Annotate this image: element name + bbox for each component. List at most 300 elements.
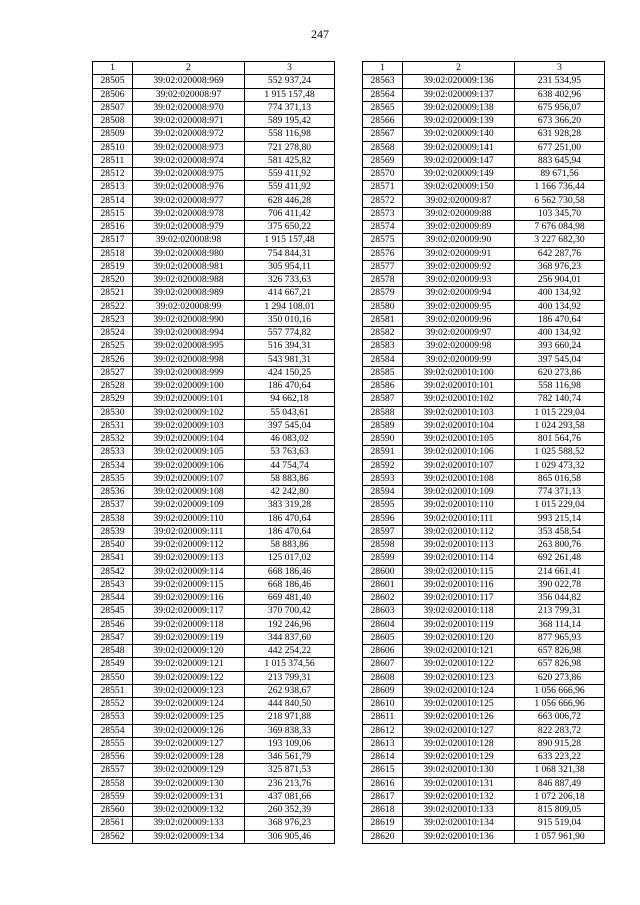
cadastral-number: 39:02:020010:120 [403, 631, 515, 644]
value-cell: 815 809,05 [515, 804, 605, 817]
cadastral-number: 39:02:020009:147 [403, 154, 515, 167]
cadastral-number: 39:02:020009:106 [133, 459, 245, 472]
cadastral-number: 39:02:020009:126 [133, 724, 245, 737]
cadastral-number: 39:02:020010:122 [403, 658, 515, 671]
value-cell: 1 029 473,32 [515, 459, 605, 472]
left-table [92, 61, 335, 844]
row-number: 28552 [93, 698, 133, 711]
table-row [93, 419, 335, 432]
cadastral-number: 39:02:020009:90 [403, 234, 515, 247]
value-cell: 557 774,82 [245, 327, 335, 340]
value-cell: 186 470,64 [515, 313, 605, 326]
value-cell: 552 937,24 [245, 75, 335, 88]
row-number: 28596 [363, 512, 403, 525]
table-row [93, 274, 335, 287]
row-number: 28583 [363, 340, 403, 353]
column-header-value: 3 [515, 62, 605, 75]
value-cell: 125 017,02 [245, 552, 335, 565]
row-number: 28510 [93, 141, 133, 154]
table-row [363, 777, 605, 790]
table-row [93, 353, 335, 366]
value-cell: 368 976,23 [245, 817, 335, 830]
value-cell: 1 166 736,44 [515, 181, 605, 194]
value-cell: 260 352,39 [245, 804, 335, 817]
cadastral-number: 39:02:020010:129 [403, 751, 515, 764]
value-cell: 890 915,28 [515, 737, 605, 750]
row-number: 28532 [93, 433, 133, 446]
row-number: 28526 [93, 353, 133, 366]
value-cell: 516 394,31 [245, 340, 335, 353]
table-row [363, 221, 605, 234]
row-number: 28554 [93, 724, 133, 737]
table-row [93, 472, 335, 485]
row-number: 28597 [363, 525, 403, 538]
cadastral-number: 39:02:020010:133 [403, 804, 515, 817]
cadastral-number: 39:02:020010:107 [403, 459, 515, 472]
row-number: 28619 [363, 817, 403, 830]
cadastral-number: 39:02:020010:126 [403, 711, 515, 724]
value-cell: 1 294 108,01 [245, 300, 335, 313]
cadastral-number: 39:02:020008:994 [133, 327, 245, 340]
row-number: 28531 [93, 419, 133, 432]
row-number: 28607 [363, 658, 403, 671]
cadastral-number: 39:02:020009:115 [133, 578, 245, 591]
value-cell: 1 015 374,56 [245, 658, 335, 671]
cadastral-number: 39:02:020009:107 [133, 472, 245, 485]
row-number: 28615 [363, 764, 403, 777]
row-number: 28556 [93, 751, 133, 764]
column-header-cadastral: 2 [403, 62, 515, 75]
value-cell: 883 645,94 [515, 154, 605, 167]
cadastral-number: 39:02:020009:122 [133, 671, 245, 684]
value-cell: 631 928,28 [515, 128, 605, 141]
table-row [93, 88, 335, 101]
row-number: 28591 [363, 446, 403, 459]
table-row [363, 353, 605, 366]
cadastral-number: 39:02:020010:132 [403, 790, 515, 803]
table-row [93, 671, 335, 684]
row-number: 28533 [93, 446, 133, 459]
value-cell: 437 081,66 [245, 790, 335, 803]
value-cell: 53 763,63 [245, 446, 335, 459]
row-number: 28589 [363, 419, 403, 432]
value-cell: 669 481,40 [245, 592, 335, 605]
table-row [363, 234, 605, 247]
table-row [363, 393, 605, 406]
row-number: 28514 [93, 194, 133, 207]
cadastral-number: 39:02:020010:136 [403, 830, 515, 843]
cadastral-number: 39:02:020008:974 [133, 154, 245, 167]
table-row [363, 207, 605, 220]
row-number: 28587 [363, 393, 403, 406]
row-number: 28582 [363, 327, 403, 340]
table-row [93, 790, 335, 803]
table-row [363, 684, 605, 697]
table-row [363, 671, 605, 684]
cadastral-number: 39:02:020009:128 [133, 751, 245, 764]
row-number: 28620 [363, 830, 403, 843]
value-cell: 236 213,76 [245, 777, 335, 790]
value-cell: 1 056 666,96 [515, 698, 605, 711]
value-cell: 865 016,58 [515, 472, 605, 485]
table-row [93, 313, 335, 326]
table-row [363, 459, 605, 472]
table-row [363, 830, 605, 843]
table-row [363, 631, 605, 644]
value-cell: 589 195,42 [245, 115, 335, 128]
value-cell: 628 446,28 [245, 194, 335, 207]
value-cell: 721 278,80 [245, 141, 335, 154]
cadastral-number: 39:02:020010:115 [403, 565, 515, 578]
value-cell: 58 883,86 [245, 472, 335, 485]
cadastral-number: 39:02:020010:103 [403, 406, 515, 419]
cadastral-number: 39:02:020010:125 [403, 698, 515, 711]
value-cell: 673 366,20 [515, 115, 605, 128]
row-number: 28569 [363, 154, 403, 167]
row-number: 28520 [93, 274, 133, 287]
row-number: 28516 [93, 221, 133, 234]
value-cell: 846 887,49 [515, 777, 605, 790]
table-row [93, 115, 335, 128]
row-number: 28522 [93, 300, 133, 313]
value-cell: 326 733,63 [245, 274, 335, 287]
cadastral-number: 39:02:020008:979 [133, 221, 245, 234]
table-row [363, 592, 605, 605]
value-cell: 442 254,22 [245, 645, 335, 658]
row-number: 28560 [93, 804, 133, 817]
cadastral-number: 39:02:020008:973 [133, 141, 245, 154]
row-number: 28505 [93, 75, 133, 88]
value-cell: 305 954,11 [245, 260, 335, 273]
table-row [363, 698, 605, 711]
row-number: 28585 [363, 366, 403, 379]
value-cell: 822 283,72 [515, 724, 605, 737]
row-number: 28521 [93, 287, 133, 300]
row-number: 28515 [93, 207, 133, 220]
row-number: 28614 [363, 751, 403, 764]
table-row [363, 340, 605, 353]
table-row [363, 168, 605, 181]
table-row [363, 181, 605, 194]
table-row [93, 578, 335, 591]
value-cell: 1 024 293,58 [515, 419, 605, 432]
cadastral-number: 39:02:020009:113 [133, 552, 245, 565]
row-number: 28511 [93, 154, 133, 167]
row-number: 28590 [363, 433, 403, 446]
table-row [93, 459, 335, 472]
row-number: 28508 [93, 115, 133, 128]
cadastral-number: 39:02:020009:93 [403, 274, 515, 287]
table-row [93, 605, 335, 618]
cadastral-number: 39:02:020010:128 [403, 737, 515, 750]
cadastral-number: 39:02:020009:138 [403, 101, 515, 114]
cadastral-number: 39:02:020008:975 [133, 168, 245, 181]
table-row [93, 141, 335, 154]
cadastral-number: 39:02:020009:117 [133, 605, 245, 618]
value-cell: 444 840,50 [245, 698, 335, 711]
table-row [93, 565, 335, 578]
table-row [93, 406, 335, 419]
row-number: 28603 [363, 605, 403, 618]
value-cell: 393 660,24 [515, 340, 605, 353]
row-number: 28550 [93, 671, 133, 684]
table-row [363, 605, 605, 618]
table-row [363, 154, 605, 167]
row-number: 28567 [363, 128, 403, 141]
table-row [363, 327, 605, 340]
cadastral-number: 39:02:020008:989 [133, 287, 245, 300]
table-row [363, 446, 605, 459]
row-number: 28579 [363, 287, 403, 300]
cadastral-number: 39:02:020010:117 [403, 592, 515, 605]
table-row [93, 592, 335, 605]
cadastral-number: 39:02:020009:98 [403, 340, 515, 353]
table-row [363, 817, 605, 830]
row-number: 28539 [93, 525, 133, 538]
cadastral-number: 39:02:020009:124 [133, 698, 245, 711]
table-row [363, 274, 605, 287]
cadastral-number: 39:02:020009:111 [133, 525, 245, 538]
value-cell: 344 837,60 [245, 631, 335, 644]
row-number: 28573 [363, 207, 403, 220]
table-row [93, 181, 335, 194]
row-number: 28568 [363, 141, 403, 154]
cadastral-number: 39:02:020010:106 [403, 446, 515, 459]
table-row [93, 300, 335, 313]
value-cell: 414 667,21 [245, 287, 335, 300]
value-cell: 638 402,96 [515, 88, 605, 101]
cadastral-number: 39:02:020009:140 [403, 128, 515, 141]
value-cell: 193 109,06 [245, 737, 335, 750]
table-row [93, 128, 335, 141]
table-row [93, 658, 335, 671]
table-row [93, 366, 335, 379]
row-number: 28588 [363, 406, 403, 419]
table-row [363, 141, 605, 154]
row-number: 28595 [363, 499, 403, 512]
table-row [363, 486, 605, 499]
value-cell: 581 425,82 [245, 154, 335, 167]
header-row [363, 62, 605, 75]
row-number: 28612 [363, 724, 403, 737]
cadastral-number: 39:02:020008:988 [133, 274, 245, 287]
cadastral-number: 39:02:020009:92 [403, 260, 515, 273]
value-cell: 558 116,98 [515, 380, 605, 393]
value-cell: 214 661,41 [515, 565, 605, 578]
table-row [363, 75, 605, 88]
row-number: 28613 [363, 737, 403, 750]
cadastral-number: 39:02:020009:110 [133, 512, 245, 525]
cadastral-number: 39:02:020009:105 [133, 446, 245, 459]
value-cell: 668 186,46 [245, 578, 335, 591]
value-cell: 46 083,02 [245, 433, 335, 446]
value-cell: 559 411,92 [245, 168, 335, 181]
row-number: 28544 [93, 592, 133, 605]
table-row [93, 512, 335, 525]
row-number: 28561 [93, 817, 133, 830]
table-row [93, 194, 335, 207]
cadastral-number: 39:02:020009:120 [133, 645, 245, 658]
cadastral-number: 39:02:020008:98 [133, 234, 245, 247]
row-number: 28564 [363, 88, 403, 101]
value-cell: 369 838,33 [245, 724, 335, 737]
column-header-cadastral: 2 [133, 62, 245, 75]
value-cell: 55 043,61 [245, 406, 335, 419]
row-number: 28598 [363, 539, 403, 552]
value-cell: 1 915 157,48 [245, 88, 335, 101]
value-cell: 218 971,88 [245, 711, 335, 724]
row-number: 28563 [363, 75, 403, 88]
value-cell: 44 754,74 [245, 459, 335, 472]
cadastral-number: 39:02:020009:119 [133, 631, 245, 644]
cadastral-number: 39:02:020009:114 [133, 565, 245, 578]
row-number: 28618 [363, 804, 403, 817]
cadastral-number: 39:02:020008:971 [133, 115, 245, 128]
row-number: 28565 [363, 101, 403, 114]
value-cell: 620 273,86 [515, 671, 605, 684]
cadastral-number: 39:02:020009:133 [133, 817, 245, 830]
cadastral-number: 39:02:020009:116 [133, 592, 245, 605]
value-cell: 356 044,82 [515, 592, 605, 605]
row-number: 28541 [93, 552, 133, 565]
table-row [363, 578, 605, 591]
table-row [93, 101, 335, 114]
row-number: 28551 [93, 684, 133, 697]
row-number: 28537 [93, 499, 133, 512]
row-number: 28523 [93, 313, 133, 326]
row-number: 28545 [93, 605, 133, 618]
value-cell: 213 799,31 [515, 605, 605, 618]
cadastral-number: 39:02:020010:123 [403, 671, 515, 684]
row-number: 28576 [363, 247, 403, 260]
row-number: 28543 [93, 578, 133, 591]
row-number: 28572 [363, 194, 403, 207]
cadastral-number: 39:02:020008:995 [133, 340, 245, 353]
table-row [93, 221, 335, 234]
cadastral-number: 39:02:020009:127 [133, 737, 245, 750]
cadastral-number: 39:02:020010:104 [403, 419, 515, 432]
cadastral-number: 39:02:020010:118 [403, 605, 515, 618]
cadastral-number: 39:02:020009:94 [403, 287, 515, 300]
row-number: 28535 [93, 472, 133, 485]
row-number: 28507 [93, 101, 133, 114]
value-cell: 877 965,93 [515, 631, 605, 644]
cadastral-number: 39:02:020010:100 [403, 366, 515, 379]
cadastral-number: 39:02:020008:999 [133, 366, 245, 379]
table-row [363, 804, 605, 817]
cadastral-number: 39:02:020010:121 [403, 645, 515, 658]
table-row [363, 539, 605, 552]
table-row [363, 194, 605, 207]
value-cell: 353 458,54 [515, 525, 605, 538]
row-number: 28536 [93, 486, 133, 499]
row-number: 28594 [363, 486, 403, 499]
column-header-number: 1 [363, 62, 403, 75]
cadastral-number: 39:02:020010:124 [403, 684, 515, 697]
row-number: 28606 [363, 645, 403, 658]
cadastral-number: 39:02:020009:103 [133, 419, 245, 432]
cadastral-number: 39:02:020009:96 [403, 313, 515, 326]
table-row [93, 247, 335, 260]
cadastral-number: 39:02:020009:137 [403, 88, 515, 101]
cadastral-number: 39:02:020010:113 [403, 539, 515, 552]
row-number: 28517 [93, 234, 133, 247]
value-cell: 397 545,04 [515, 353, 605, 366]
value-cell: 262 938,67 [245, 684, 335, 697]
cadastral-number: 39:02:020009:118 [133, 618, 245, 631]
table-row [363, 764, 605, 777]
value-cell: 42 242,80 [245, 486, 335, 499]
table-row [93, 433, 335, 446]
table-row [363, 552, 605, 565]
row-number: 28602 [363, 592, 403, 605]
row-number: 28547 [93, 631, 133, 644]
cadastral-number: 39:02:020009:100 [133, 380, 245, 393]
cadastral-number: 39:02:020010:110 [403, 499, 515, 512]
cadastral-number: 39:02:020009:134 [133, 830, 245, 843]
value-cell: 1 056 666,96 [515, 684, 605, 697]
value-cell: 782 140,74 [515, 393, 605, 406]
value-cell: 375 650,22 [245, 221, 335, 234]
table-row [93, 777, 335, 790]
table-row [93, 340, 335, 353]
table-row [363, 380, 605, 393]
cadastral-number: 39:02:020009:101 [133, 393, 245, 406]
table-row [363, 419, 605, 432]
row-number: 28611 [363, 711, 403, 724]
value-cell: 774 371,13 [245, 101, 335, 114]
row-number: 28575 [363, 234, 403, 247]
table-row [93, 525, 335, 538]
value-cell: 400 134,92 [515, 300, 605, 313]
value-cell: 390 022,78 [515, 578, 605, 591]
row-number: 28557 [93, 764, 133, 777]
cadastral-number: 39:02:020009:108 [133, 486, 245, 499]
value-cell: 7 676 084,98 [515, 221, 605, 234]
table-row [363, 115, 605, 128]
row-number: 28571 [363, 181, 403, 194]
row-number: 28605 [363, 631, 403, 644]
table-row [363, 512, 605, 525]
table-row [93, 327, 335, 340]
table-row [93, 631, 335, 644]
table-row [363, 790, 605, 803]
right-table-body [363, 75, 605, 844]
table-row [93, 804, 335, 817]
row-number: 28581 [363, 313, 403, 326]
value-cell: 774 371,13 [515, 486, 605, 499]
cadastral-number: 39:02:020009:87 [403, 194, 515, 207]
row-number: 28584 [363, 353, 403, 366]
value-cell: 668 186,46 [245, 565, 335, 578]
table-row [363, 565, 605, 578]
table-row [363, 313, 605, 326]
value-cell: 675 956,07 [515, 101, 605, 114]
value-cell: 915 519,04 [515, 817, 605, 830]
row-number: 28549 [93, 658, 133, 671]
value-cell: 306 905,46 [245, 830, 335, 843]
value-cell: 657 826,98 [515, 658, 605, 671]
cadastral-number: 39:02:020010:105 [403, 433, 515, 446]
row-number: 28518 [93, 247, 133, 260]
row-number: 28546 [93, 618, 133, 631]
value-cell: 3 227 682,30 [515, 234, 605, 247]
row-number: 28555 [93, 737, 133, 750]
table-row [363, 287, 605, 300]
cadastral-number: 39:02:020010:114 [403, 552, 515, 565]
cadastral-number: 39:02:020009:88 [403, 207, 515, 220]
value-cell: 620 273,86 [515, 366, 605, 379]
